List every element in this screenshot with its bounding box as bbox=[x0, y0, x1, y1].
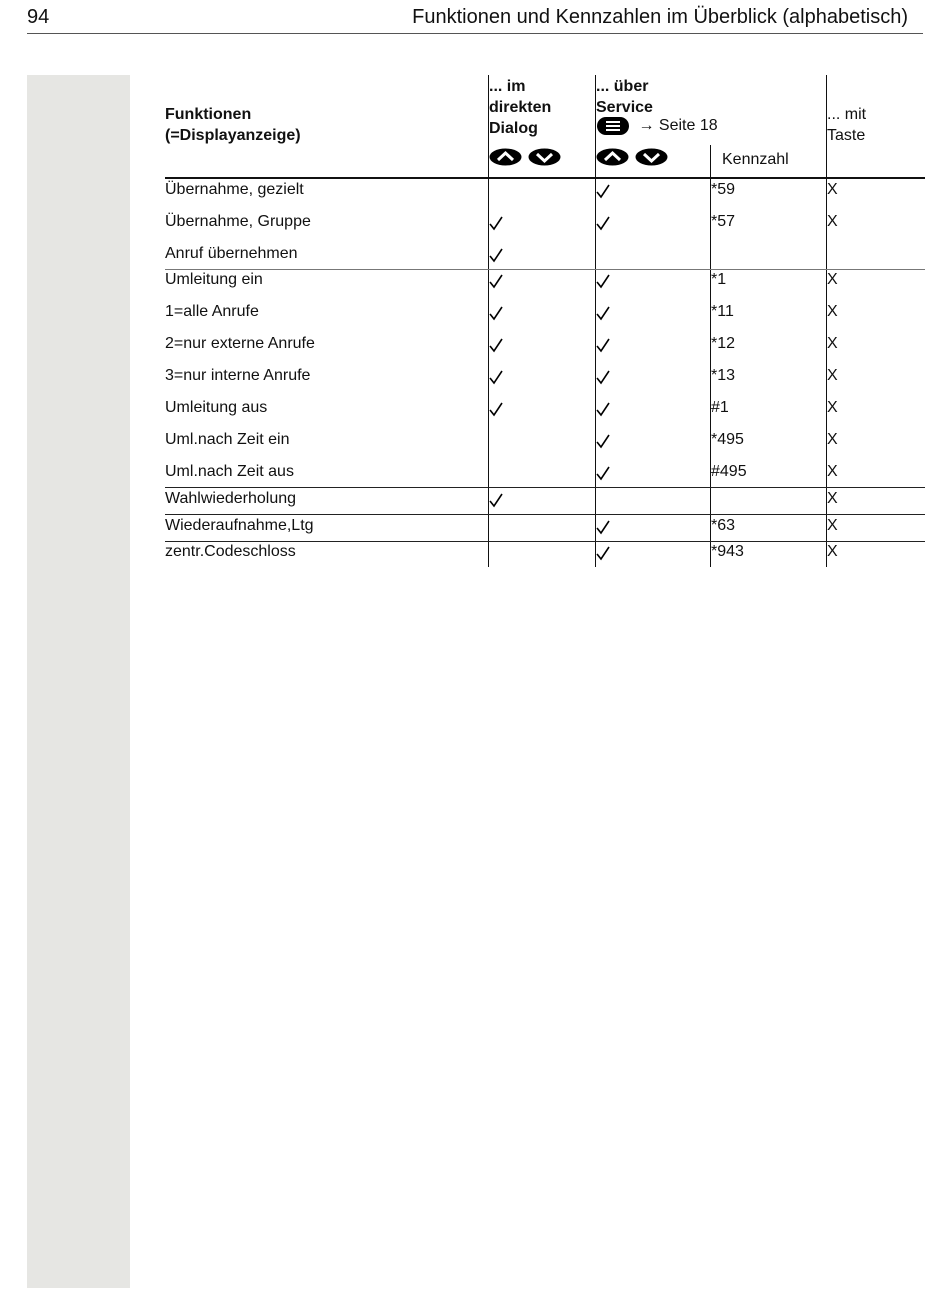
key-mark: X bbox=[827, 367, 838, 384]
check-icon bbox=[489, 273, 503, 294]
check-icon bbox=[596, 369, 610, 390]
check-icon bbox=[596, 273, 610, 294]
code-value: *1 bbox=[711, 271, 727, 288]
arrow-up-icon bbox=[596, 147, 629, 167]
check-icon bbox=[489, 369, 503, 390]
arrow-down-icon bbox=[635, 147, 668, 167]
header-service: ... über Service bbox=[596, 78, 653, 116]
header-dialog: ... im direkten Dialog bbox=[489, 78, 552, 137]
dialog-arrow-icons bbox=[489, 147, 561, 167]
function-name: Wiederaufnahme,Ltg bbox=[165, 517, 314, 534]
function-name: Übernahme, gezielt bbox=[165, 181, 304, 198]
function-name: Umleitung ein bbox=[165, 271, 263, 288]
check-icon bbox=[596, 305, 610, 326]
key-mark: X bbox=[827, 181, 838, 198]
check-icon bbox=[489, 247, 503, 268]
arrow-up-icon bbox=[489, 147, 522, 167]
check-icon bbox=[596, 401, 610, 422]
header-code: Kennzahl bbox=[722, 151, 789, 168]
key-mark: X bbox=[827, 543, 838, 560]
table-row bbox=[165, 429, 925, 461]
service-arrow-icons bbox=[596, 147, 668, 167]
key-mark: X bbox=[827, 517, 838, 534]
function-name: Uml.nach Zeit ein bbox=[165, 431, 290, 448]
function-name: Übernahme, Gruppe bbox=[165, 213, 311, 230]
check-icon bbox=[596, 215, 610, 236]
check-icon bbox=[489, 401, 503, 422]
function-name: Uml.nach Zeit aus bbox=[165, 463, 294, 480]
menu-icon bbox=[596, 116, 630, 136]
check-icon bbox=[596, 183, 610, 204]
code-value: #1 bbox=[711, 399, 729, 416]
key-mark: X bbox=[827, 490, 838, 507]
function-name: 1=alle Anrufe bbox=[165, 303, 259, 320]
check-icon bbox=[489, 305, 503, 326]
key-mark: X bbox=[827, 431, 838, 448]
table-row bbox=[165, 301, 925, 333]
key-mark: X bbox=[827, 213, 838, 230]
function-name: 3=nur interne Anrufe bbox=[165, 367, 311, 384]
page-number: 94 bbox=[27, 6, 50, 28]
function-name: Umleitung aus bbox=[165, 399, 268, 416]
check-icon bbox=[489, 337, 503, 358]
key-mark: X bbox=[827, 335, 838, 352]
code-value: *12 bbox=[711, 335, 736, 352]
check-icon bbox=[596, 545, 610, 566]
key-mark: X bbox=[827, 271, 838, 288]
table-row bbox=[165, 269, 925, 301]
page-title: Funktionen und Kennzahlen im Überblick (alphabetisch) bbox=[412, 6, 908, 28]
check-icon bbox=[596, 465, 610, 486]
table-row bbox=[165, 211, 925, 243]
function-name: Wahlwiederholung bbox=[165, 490, 297, 507]
function-name: 2=nur externe Anrufe bbox=[165, 335, 315, 352]
header-key: ... mit Taste bbox=[827, 106, 867, 144]
code-value: #495 bbox=[711, 463, 747, 480]
check-icon bbox=[596, 519, 610, 540]
arrow-down-icon bbox=[528, 147, 561, 167]
table-row bbox=[165, 397, 925, 429]
function-name: zentr.Codeschloss bbox=[165, 543, 296, 560]
key-mark: X bbox=[827, 463, 838, 480]
code-value: *11 bbox=[711, 303, 734, 320]
check-icon bbox=[596, 433, 610, 454]
check-icon bbox=[489, 215, 503, 236]
code-value: *57 bbox=[711, 213, 736, 230]
margin-bar bbox=[27, 75, 130, 1288]
check-icon bbox=[596, 337, 610, 358]
function-name: Anruf übernehmen bbox=[165, 245, 298, 262]
code-value: *63 bbox=[711, 517, 736, 534]
table-row bbox=[165, 541, 925, 573]
code-value: *59 bbox=[711, 181, 736, 198]
code-value: *13 bbox=[711, 367, 736, 384]
service-page-reference[interactable]: → Seite 18 bbox=[638, 117, 718, 135]
header-functions: Funktionen (=Displayanzeige) bbox=[165, 106, 301, 144]
key-mark: X bbox=[827, 303, 838, 320]
table-row bbox=[165, 333, 925, 365]
key-mark: X bbox=[827, 399, 838, 416]
check-icon bbox=[489, 492, 503, 513]
code-value: *495 bbox=[711, 431, 744, 448]
table-row bbox=[165, 179, 925, 211]
service-menu-reference bbox=[596, 116, 718, 136]
header-divider bbox=[27, 33, 923, 34]
code-value: *943 bbox=[711, 543, 744, 560]
table-row bbox=[165, 365, 925, 397]
